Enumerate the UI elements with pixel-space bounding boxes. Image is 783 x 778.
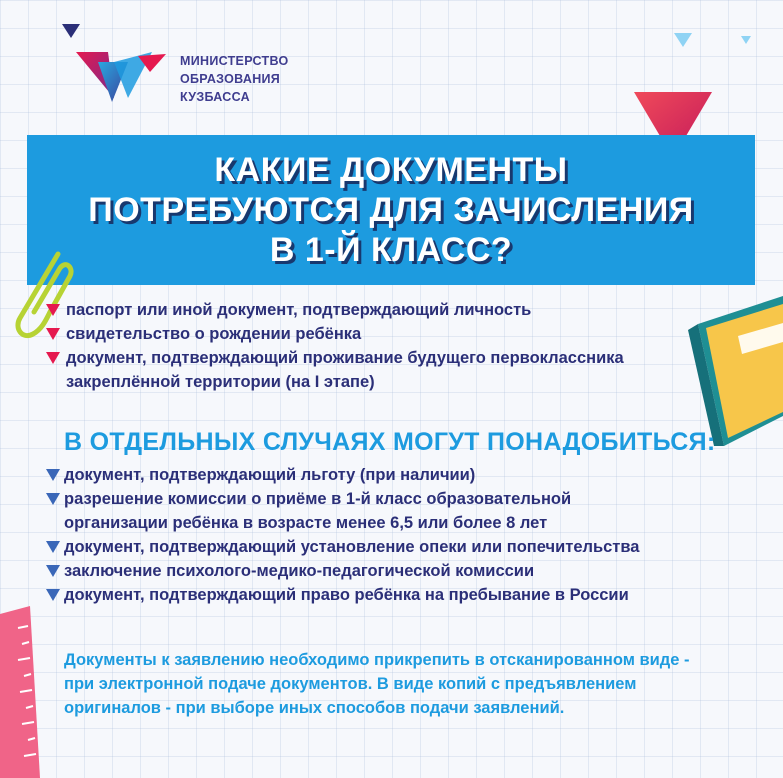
footnote-line-3: оригиналов - при выборе иных способов подачи заявлений.: [64, 699, 565, 717]
red-triangle-bullet-icon: [46, 352, 60, 364]
red-triangle-bullet-icon: [46, 304, 60, 316]
list-item: [46, 487, 640, 535]
list-item-text: документ, подтверждающий льготу (при наличии): [64, 466, 476, 484]
list-item: [46, 298, 624, 322]
optional-documents-list: [46, 463, 640, 607]
list-item: [46, 559, 640, 583]
logo-line-3: КУЗБАССА: [180, 90, 250, 104]
list-item-text: свидетельство о рождении ребёнка: [66, 325, 362, 343]
logo-line-2: ОБРАЗОВАНИЯ: [180, 72, 281, 86]
footnote: [64, 648, 764, 720]
title-line-2: ПОТРЕБУЮТСЯ ДЛЯ ЗАЧИСЛЕНИЯ: [88, 191, 694, 229]
list-item: [46, 463, 640, 487]
book-icon: [684, 296, 783, 446]
footnote-line-1: Документы к заявлению необходимо прикрепить в отсканированном виде -: [64, 651, 690, 669]
footnote-line-2: при электронной подаче документов. В виде копий с предъявлением: [64, 675, 637, 693]
logo-line-1: МИНИСТЕРСТВО: [180, 54, 289, 68]
blue-triangle-bullet-icon: [46, 493, 60, 505]
list-item: [46, 535, 640, 559]
list-item-text: организации ребёнка в возрасте менее 6,5 или более 8 лет: [64, 514, 548, 532]
ministry-name: [180, 52, 289, 106]
title-banner: [27, 135, 755, 285]
list-item-text: разрешение комиссии о приёме в 1-й класс образовательной: [64, 490, 572, 508]
blue-triangle-bullet-icon: [46, 541, 60, 553]
list-item: [46, 583, 640, 607]
list-item-text: документ, подтверждающий установление опеки или попечительства: [64, 538, 640, 556]
title-line-1: КАКИЕ ДОКУМЕНТЫ: [214, 151, 568, 189]
red-triangle-bullet-icon: [46, 328, 60, 340]
ruler-icon: [0, 606, 40, 778]
blue-triangle-bullet-icon: [46, 589, 60, 601]
optional-documents-heading: В ОТДЕЛЬНЫХ СЛУЧАЯХ МОГУТ ПОНАДОБИТЬСЯ:: [64, 428, 716, 456]
tiny-blue-triangle-icon: [741, 36, 751, 44]
list-item-text: закреплённой территории (на I этапе): [66, 373, 375, 391]
list-item-text: документ, подтверждающий право ребёнка на пребывание в России: [64, 586, 629, 604]
ministry-logo-icon: [58, 22, 168, 106]
title-line-3: В 1-Й КЛАСС?: [269, 231, 513, 269]
list-item-text: паспорт или иной документ, подтверждающий личность: [66, 301, 532, 319]
list-item: [46, 322, 624, 346]
list-item-text: заключение психолого-медико-педагогической комиссии: [64, 562, 535, 580]
list-item: [46, 346, 624, 394]
required-documents-list: [46, 298, 624, 394]
blue-triangle-bullet-icon: [46, 469, 60, 481]
small-blue-triangle-icon: [674, 33, 692, 47]
blue-triangle-bullet-icon: [46, 565, 60, 577]
list-item-text: документ, подтверждающий проживание будущего первоклассника: [66, 349, 624, 367]
